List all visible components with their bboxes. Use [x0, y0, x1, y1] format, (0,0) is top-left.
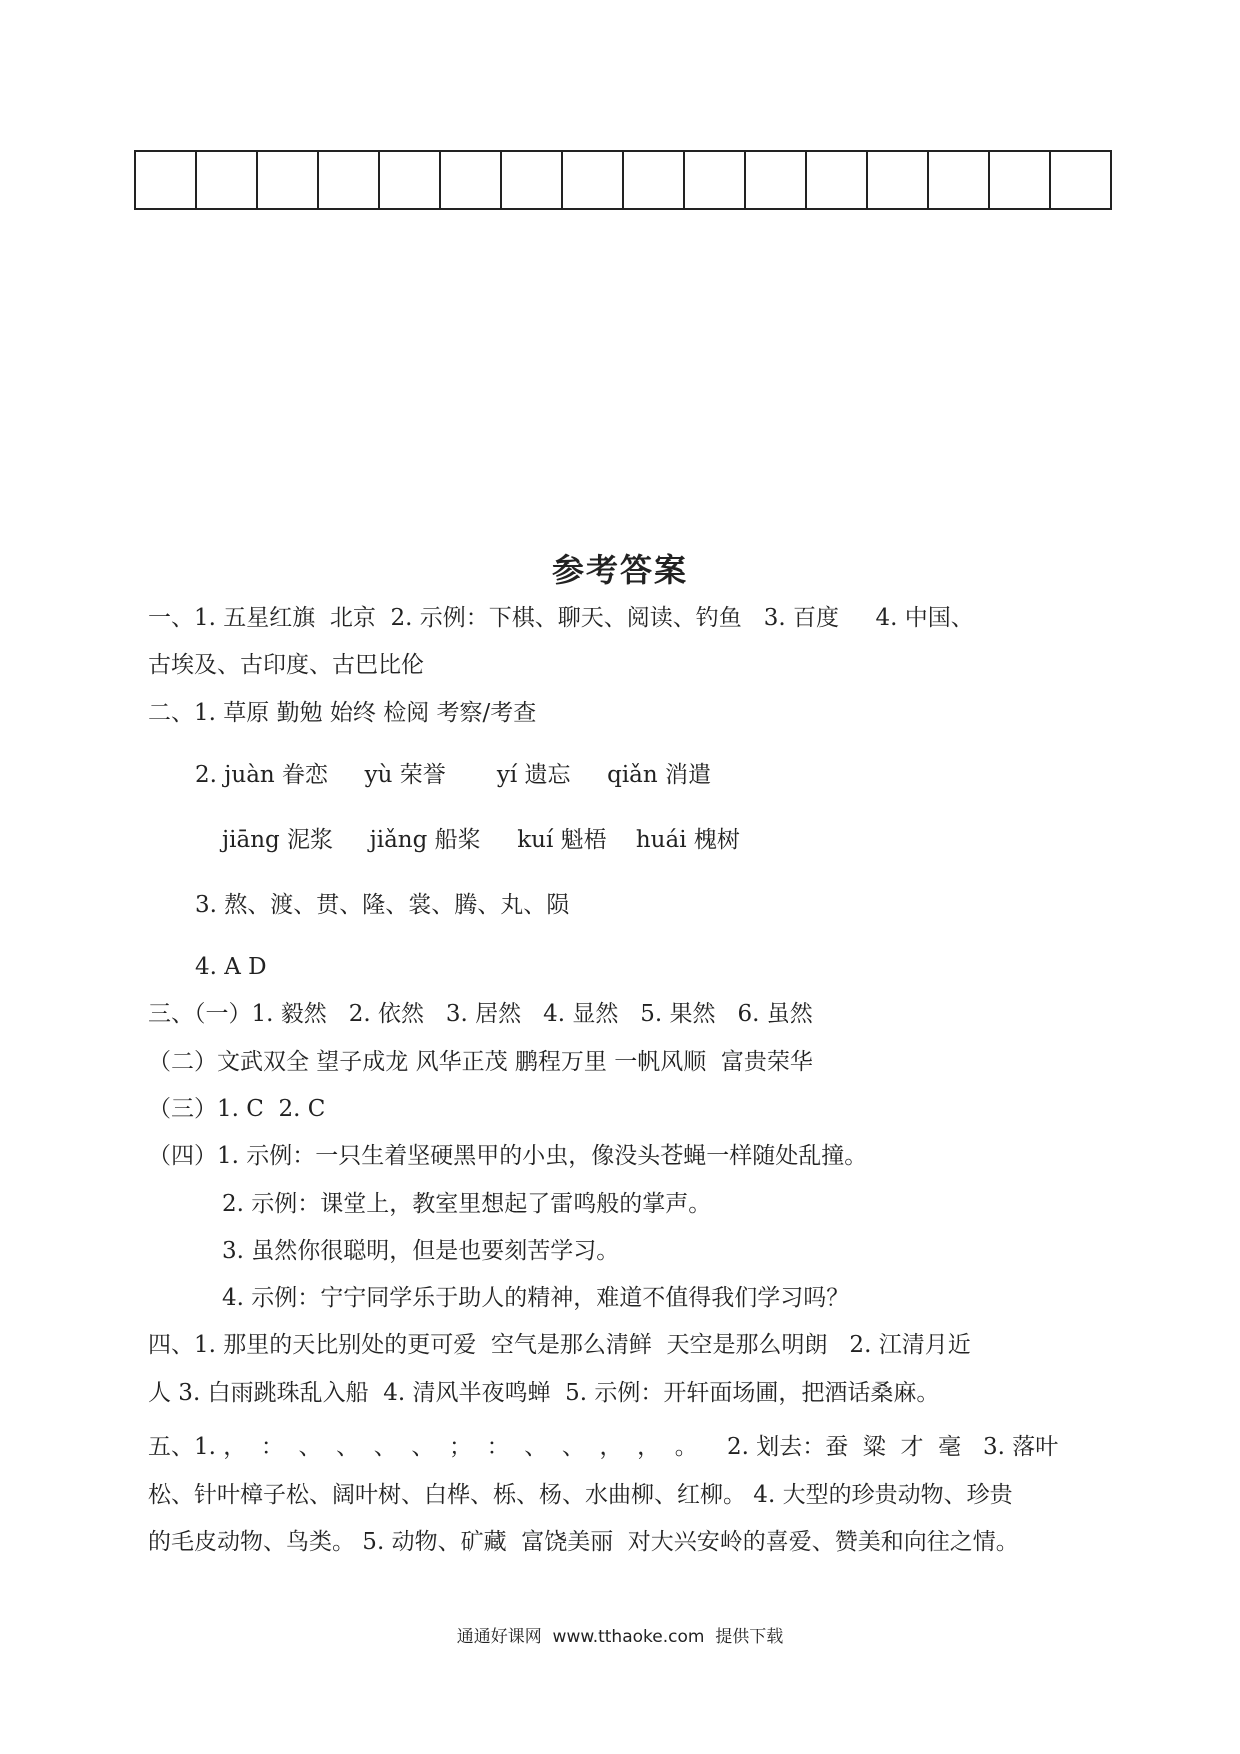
answer-line: jiāng 泥浆 jiǎng 船桨 kuí 魁梧 huái 槐树	[222, 827, 740, 853]
grid-cell	[258, 152, 319, 208]
grid-cell	[685, 152, 746, 208]
answer-line: 一、1. 五星红旗 北京 2. 示例：下棋、聊天、阅读、钓鱼 3. 百度 4. 中国、	[148, 605, 974, 631]
grid-cell	[502, 152, 563, 208]
grid-cell	[990, 152, 1051, 208]
answer-line: 2. juàn 眷恋 yù 荣誉 yí 遗忘 qiǎn 消遣	[195, 762, 712, 788]
answer-line: 4. A D	[195, 954, 267, 980]
grid-cell	[136, 152, 197, 208]
grid-cell	[624, 152, 685, 208]
answer-line: （二）文武双全 望子成龙 风华正茂 鹏程万里 一帆风顺 富贵荣华	[148, 1049, 813, 1075]
answer-line: 人 3. 白雨跳珠乱入船 4. 清风半夜鸣蝉 5. 示例：开轩面场圃，把酒话桑麻。	[148, 1380, 940, 1406]
answer-line: 4. 示例：宁宁同学乐于助人的精神，难道不值得我们学习吗？	[222, 1285, 850, 1311]
page-title: 参考答案	[551, 551, 688, 589]
grid-cell	[441, 152, 502, 208]
answer-line: 2. 示例：课堂上，教室里想起了雷鸣般的掌声。	[222, 1191, 712, 1217]
answer-line: 3. 熬、渡、贯、隆、裳、腾、丸、陨	[195, 892, 570, 918]
grid-cell	[929, 152, 990, 208]
grid-cell	[1051, 152, 1112, 208]
answer-line: 五、1. ， ： 、 、 、 、 ； ： 、 、 ， ， 。 2. 划去：蚕 粱 才 毫 3. 落叶	[148, 1434, 1059, 1460]
answer-line: 三、（一）1. 毅然 2. 依然 3. 居然 4. 显然 5. 果然 6. 虽然	[148, 1001, 813, 1027]
grid-cell	[746, 152, 807, 208]
answer-grid	[134, 150, 1112, 210]
footer-credit: 通通好课网 www.tthaoke.com 提供下载	[456, 1627, 784, 1647]
grid-cell	[319, 152, 380, 208]
answer-line: （四）1. 示例：一只生着坚硬黑甲的小虫，像没头苍蝇一样随处乱撞。	[148, 1143, 868, 1169]
answer-line: 3. 虽然你很聪明，但是也要刻苦学习。	[222, 1238, 620, 1264]
answer-line: 古埃及、古印度、古巴比伦	[148, 652, 424, 678]
grid-cell	[197, 152, 258, 208]
answer-line: 松、针叶樟子松、阔叶树、白桦、栎、杨、水曲柳、红柳。 4. 大型的珍贵动物、珍贵	[148, 1482, 1013, 1508]
answer-line: 的毛皮动物、鸟类。 5. 动物、矿藏 富饶美丽 对大兴安岭的喜爱、赞美和向往之情。	[148, 1529, 1019, 1555]
grid-cell	[563, 152, 624, 208]
answer-line: 四、1. 那里的天比别处的更可爱 空气是那么清鲜 天空是那么明朗 2. 江清月近	[148, 1332, 971, 1358]
grid-cell	[380, 152, 441, 208]
answer-line: 二、1. 草原 勤勉 始终 检阅 考察/考查	[148, 700, 537, 726]
grid-cell	[868, 152, 929, 208]
grid-cell	[807, 152, 868, 208]
answer-line: （三）1. C 2. C	[148, 1096, 326, 1122]
